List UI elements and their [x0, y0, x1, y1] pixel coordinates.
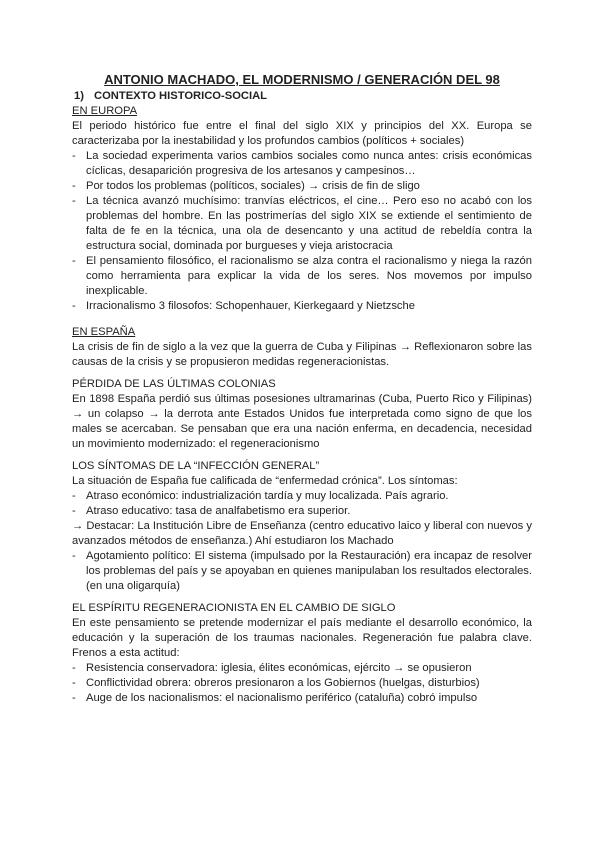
- list-item: - Atraso educativo: tasa de analfabetismo era superior.: [72, 504, 532, 519]
- europa-heading: EN EUROPA: [72, 105, 138, 117]
- list-item: - Irracionalismo 3 filosofos: Schopenhauer, Kierkegaard y Nietzsche: [72, 299, 532, 314]
- list-item: - Por todos los problemas (políticos, sociales) → crisis de fin de sligo: [72, 179, 532, 194]
- list-item: - Conflictividad obrera: obreros presionaron a los Gobiernos (huelgas, disturbios): [72, 676, 532, 691]
- list-item: - El pensamiento filosófico, el racionalismo se alza contra el racionalismo y niega la razón como herramienta para explicar la vida de los seres. Nos movemos por impulso inexplicable.: [72, 254, 532, 299]
- list-item: - Resistencia conservadora: iglesia, élites económicas, ejército → se opusieron: [72, 661, 532, 676]
- document-title: ANTONIO MACHADO, EL MODERNISMO / GENERACIÓN DEL 98: [104, 72, 500, 87]
- regeneracionista-list: [72, 661, 532, 706]
- sintomas-arrow-note: → Destacar: La Institución Libre de Enseñanza (centro educativo laico y liberal con nuevos y avanzados métodos de enseñanza.) Ahí estudiaron los Machado: [72, 520, 532, 547]
- list-item: - Atraso económico: industrialización tardía y muy localizada. País agrario.: [72, 489, 532, 504]
- sintomas-heading: LOS SÍNTOMAS DE LA “INFECCIÓN GENERAL”: [72, 460, 320, 472]
- document-page: [72, 72, 532, 706]
- regeneracionista-text: En este pensamiento se pretende modernizar el país mediante el desarrollo económico, la educación y la superación de los traumas nacionales. Regeneración fue palabra clave. Frenos a esta actitud:: [72, 617, 532, 659]
- europa-intro: El periodo histórico fue entre el final del siglo XIX y principios del XX. Europa se caracterizaba por la inestabilidad y los profundos cambios (políticos + sociales): [72, 120, 532, 147]
- espana-heading: EN ESPAÑA: [72, 326, 136, 338]
- colonias-heading: PÉRDIDA DE LAS ÚLTIMAS COLONIAS: [72, 378, 276, 390]
- colonias-text: En 1898 España perdió sus últimas posesiones ultramarinas (Cuba, Puerto Rico y Filipinas) → un colapso → la derrota ante Estados Unidos fue interpretada como signo de que los males se acercaban. Se pensaban que era una nación enferma, en decadencia, necesidad un movimiento modernizado: el regeneracionismo: [72, 393, 532, 450]
- sintomas-intro: La situación de España fue calificada de “enfermedad crónica”. Los síntomas:: [72, 475, 458, 487]
- list-item: - Agotamiento político: El sistema (impulsado por la Restauración) era incapaz de resolver los problemas del país y se apoyaban en quienes manipulaban los resultados electorales. (en una oligarquía): [72, 549, 532, 594]
- context-number: 1): [74, 90, 84, 102]
- europa-list: [72, 149, 532, 314]
- sintomas-list-b: [72, 549, 532, 594]
- list-item: - La técnica avanzó muchísimo: tranvías eléctricos, el cine… Pero eso no acabó con los problemas del hombre. En las postrimerías del siglo XIX se extiende el sentimiento de falta de fe en la técnica, una ola de desencanto y una actitud de rebeldía contra la estructura social, dominada por burgueses y vieja aristocracia: [72, 194, 532, 254]
- regeneracionista-heading: EL ESPÍRITU REGENERACIONISTA EN EL CAMBIO DE SIGLO: [72, 602, 396, 614]
- context-heading-text: CONTEXTO HISTORICO-SOCIAL: [94, 90, 268, 102]
- list-item: - La sociedad experimenta varios cambios sociales como nunca antes: crisis económicas cíclicas, desaparición progresiva de los artesanos y campesinos…: [72, 149, 532, 179]
- sintomas-list-a: [72, 489, 532, 519]
- context-heading: [74, 89, 532, 104]
- espana-text: La crisis de fin de siglo a la vez que la guerra de Cuba y Filipinas → Reflexionaron sobre las causas de la crisis y se propusieron medidas regeneracionistas.: [72, 341, 532, 368]
- list-item: - Auge de los nacionalismos: el nacionalismo periférico (cataluña) cobró impulso: [72, 691, 532, 706]
